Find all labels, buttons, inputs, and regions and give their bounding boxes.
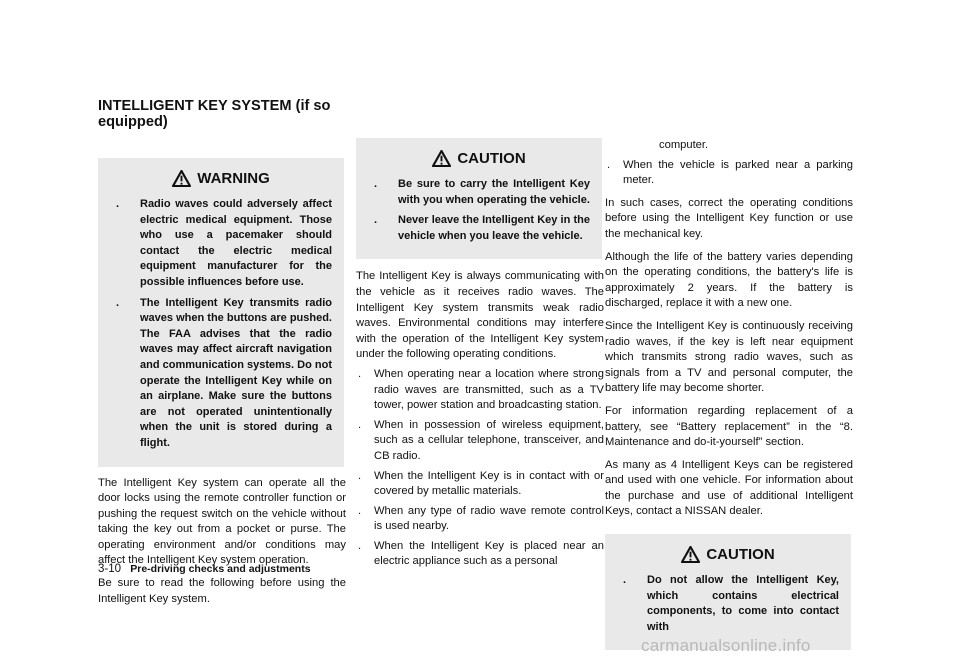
caution-box: [356, 138, 602, 259]
body-paragraph: As many as 4 Intelligent Keys can be registered and used with one vehicle. For information about the purchase and use of additional Intelligent Keys, contact a NISSAN dealer.: [605, 458, 853, 518]
caution-heading-text: CAUTION: [457, 149, 526, 167]
warning-item-text: The Intelligent Key transmits radio waves when the buttons are pushed. The FAA advises that the radio waves may affect aircraft navigation and communication systems. Do not operate the Intelligent Key while on an airplane. Make sure the buttons are not operated unintentionally when the unit is stored during a flight.: [140, 296, 332, 449]
list-item-text: When any type of radio wave remote control is used nearby.: [374, 504, 604, 533]
body-paragraph: For information regarding replacement of a battery, see “Battery replacement” in the “8. Maintenance and do-it-yourself” section.: [605, 404, 853, 449]
list-item-text: When the Intelligent Key is in contact with or covered by metallic materials.: [374, 469, 604, 498]
list-item: [605, 158, 853, 189]
caution-box: [605, 534, 851, 650]
warning-triangle-icon: [172, 170, 191, 187]
body-paragraph: Be sure to read the following before using the Intelligent Key system.: [98, 577, 346, 605]
caution-item-text: Do not allow the Intelligent Key, which contains electrical components, to come into contact with: [647, 574, 839, 633]
warning-heading: [110, 168, 332, 197]
caution-heading: [617, 544, 839, 573]
bullet: .: [374, 214, 378, 227]
list-item: [356, 367, 604, 414]
caution-item-text: Never leave the Intelligent Key in the vehicle when you leave the vehicle.: [398, 214, 590, 242]
bullet: .: [116, 296, 120, 309]
caution-heading-text: CAUTION: [706, 545, 775, 563]
section-title: INTELLIGENT KEY SYSTEM (if so equipped): [98, 98, 331, 130]
bullet: .: [358, 367, 362, 380]
bullet: .: [358, 539, 362, 552]
warning-item-text: Radio waves could adversely affect electric medical equipment. Those who use a pacemaker should contact the electric medical equipment manufacturer for the possible influences before use.: [140, 198, 332, 288]
caution-item-text: Be sure to carry the Intelligent Key with you when operating the vehicle.: [398, 178, 590, 206]
warning-item: [110, 296, 332, 452]
warning-triangle-icon: [681, 546, 700, 563]
body-paragraph: The Intelligent Key system can operate all the door locks using the remote controller function or pushing the request switch on the vehicle without taking the key out from a pocket or purse. The operating environment and/or conditions may affect the Intelligent Key system operation.: [98, 476, 346, 567]
page-footer: [98, 563, 311, 575]
body-paragraph: Since the Intelligent Key is continuously receiving radio waves, if the key is left near equipment which transmits strong radio waves, such as signals from a TV and personal computer, the battery life may become shorter.: [605, 319, 853, 395]
list-item-text: When the vehicle is parked near a parking meter.: [623, 158, 853, 187]
bullet: .: [358, 418, 362, 431]
column-1: [98, 98, 346, 607]
warning-box: [98, 158, 344, 467]
warning-triangle-icon: [432, 150, 451, 167]
caution-item: [368, 213, 590, 244]
list-item-text: When the Intelligent Key is placed near an electric appliance such as a personal: [374, 539, 604, 568]
bullet: .: [358, 469, 362, 482]
continuation-text: computer.: [659, 139, 709, 151]
list-item: [356, 539, 604, 570]
body-paragraph: In such cases, correct the operating conditions before using the Intelligent Key function or use the mechanical key.: [605, 196, 853, 240]
caution-item: [617, 573, 839, 635]
column-3: [605, 138, 853, 650]
watermark: carmanualsonline.info: [641, 636, 811, 655]
warning-item: [110, 197, 332, 291]
footer-section-title: Pre-driving checks and adjustments: [130, 563, 311, 575]
page-number: 3-10: [98, 563, 122, 575]
caution-heading: [368, 148, 590, 177]
body-paragraph: Although the life of the battery varies depending on the operating conditions, the battery's life is approximately 2 years. If the battery is discharged, replace it with a new one.: [605, 250, 853, 310]
body-paragraph: The Intelligent Key is always communicating with the vehicle as it receives radio waves. The Intelligent Key system transmits weak radio waves. Environmental conditions may interfere with the operation of the Intelligent Key system under the following operating conditions.: [356, 270, 604, 361]
warning-heading-text: WARNING: [197, 169, 270, 187]
bullet: .: [374, 178, 378, 190]
bullet: .: [607, 158, 611, 171]
list-item-text: When operating near a location where strong radio waves are transmitted, such as a TV tower, power station and broadcasting station.: [374, 367, 604, 412]
bullet: .: [116, 198, 120, 210]
list-item-text: When in possession of wireless equipment, such as a cellular telephone, transceiver, and CB radio.: [374, 418, 604, 462]
bullet: .: [358, 504, 362, 517]
list-item: [356, 418, 604, 465]
list-item: [356, 504, 604, 535]
list-item: [356, 469, 604, 500]
column-2: [356, 138, 604, 570]
caution-item: [368, 177, 590, 208]
bullet: .: [623, 574, 627, 587]
